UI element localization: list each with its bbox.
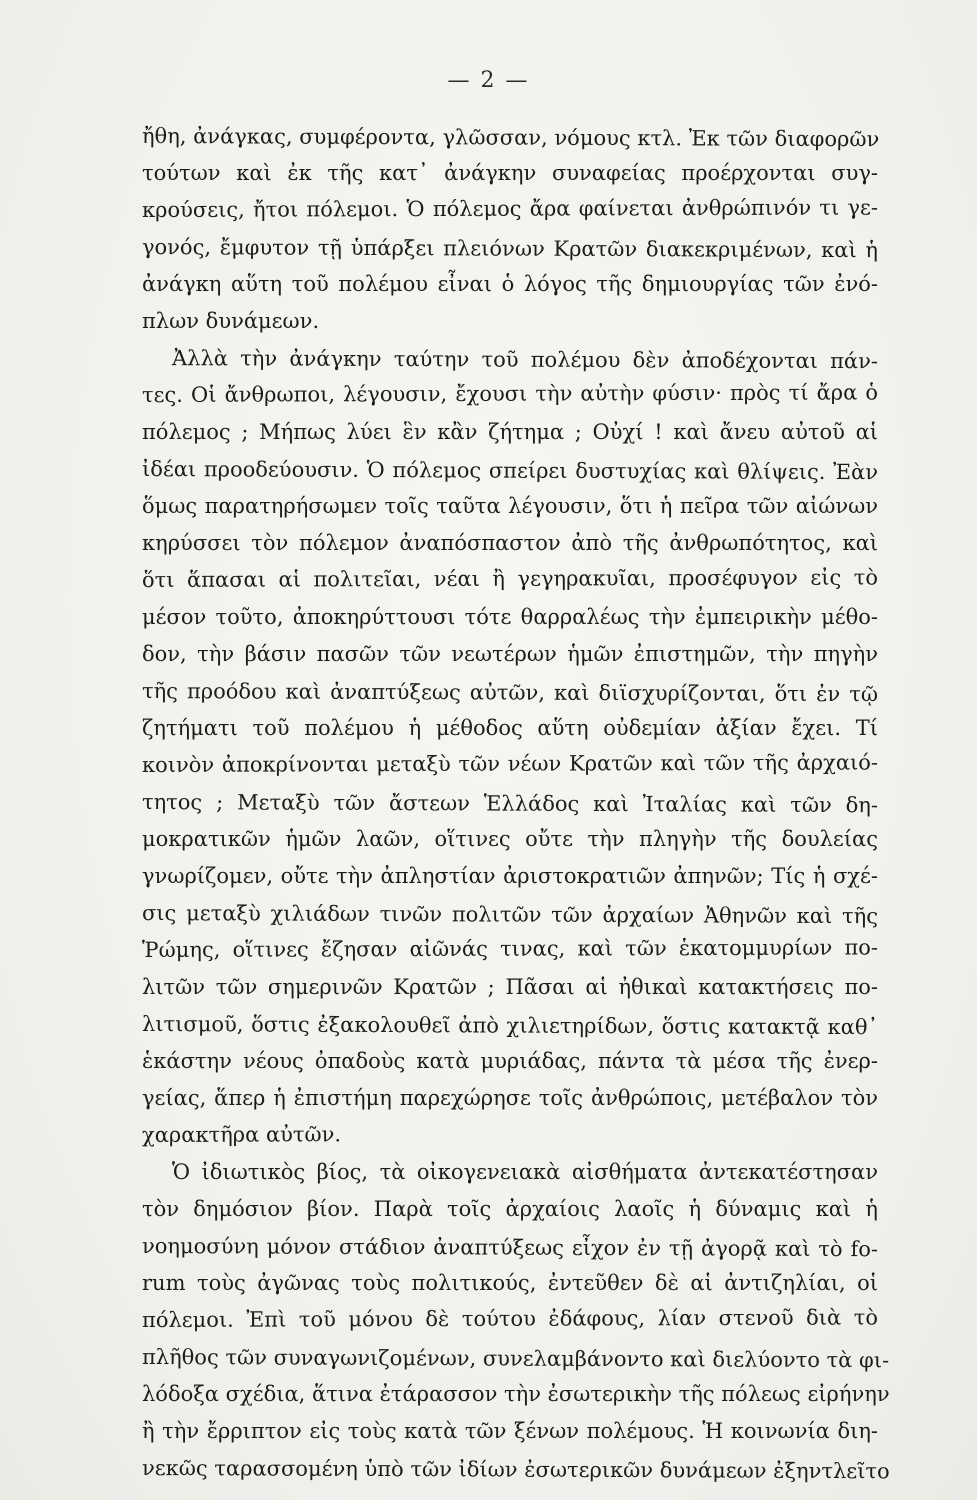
text-line: ἢ τὴν ἔρριπτον εἰς τοὺς κατὰ τῶν ξένων πολέμους. Ἡ κοινωνία διη-	[142, 1419, 878, 1443]
text-line: λιτισμοῦ, ὅστις ἐξακολουθεῖ ἀπὸ χιλιετηρίδων, ὅστις κατακτᾷ καθ᾽	[141, 1012, 879, 1040]
text-line: πόλεμος ; Μήπως λύει ἓν κἂν ζήτημα ; Οὐχί ! καὶ ἄνευ αὐτοῦ αἱ	[142, 420, 878, 444]
text-line: γονός, ἔμφυτον τῇ ὑπάρξει πλειόνων Κρατῶν διακεκριμένων, καὶ ἡ	[141, 235, 879, 263]
text-line: πλων δυνάμεων.	[142, 309, 320, 333]
text-line: νοημοσύνη μόνον στάδιον ἀναπτύξεως εἶχον ἐν τῇ ἀγορᾷ καὶ τὸ fo-	[141, 1234, 879, 1262]
text-line: ἑκάστην νέους ὀπαδοὺς κατὰ μυριάδας, πάντα τὰ μέσα τῆς ἐνερ-	[142, 1049, 878, 1073]
text-line: πόλεμοι. Ἐπὶ τοῦ μόνου δὲ τούτου ἐδάφους, λίαν στενοῦ διὰ τὸ	[141, 1305, 879, 1332]
text-line: γείας, ἅπερ ἡ ἐπιστήμη παρεχώρησε τοῖς ἀνθρώποις, μετέβαλον τὸν	[142, 1086, 878, 1110]
text-line: λόδοξα σχέδια, ἅτινα ἐτάρασσον τὴν ἐσωτερικὴν τῆς πόλεως εἰρήνην	[142, 1382, 890, 1406]
text-line: τητος ; Μεταξὺ τῶν ἄστεων Ἑλλάδος καὶ Ἰταλίας καὶ τῶν δη-	[141, 790, 879, 818]
text-line: τούτων καὶ ἐκ τῆς κατ᾽ ἀνάγκην συναφείας προέρχονται συγ-	[142, 161, 878, 185]
text-line: νεκῶς ταρασσομένη ὑπὸ τῶν ἰδίων ἐσωτερικῶν δυνάμεων ἐξηντλεῖτο	[141, 1456, 890, 1484]
text-line: τὸν δημόσιον βίον. Παρὰ τοῖς ἀρχαίοις λαοῖς ἡ δύναμις καὶ ἡ	[142, 1197, 878, 1221]
text-line: Ὁ ἰδιωτικὸς βίος, τὰ οἰκογενειακὰ αἰσθήματα ἀντεκατέστησαν	[172, 1160, 878, 1184]
text-line: τῆς προόδου καὶ ἀναπτύξεως αὐτῶν, καὶ διϊσχυρίζονται, ὅτι ἐν τῷ	[141, 679, 879, 707]
text-line: μοκρατικῶν ἡμῶν λαῶν, οἵτινες οὔτε τὴν πληγὴν τῆς δουλείας	[142, 827, 878, 851]
text-line: rum τοὺς ἀγῶνας τοὺς πολιτικούς, ἐντεῦθεν δὲ αἱ ἀντιζηλίαι, οἱ	[142, 1271, 878, 1295]
text-line: Ῥώμης, οἵτινες ἔζησαν αἰῶνάς τινας, καὶ τῶν ἑκατομμυρίων πο-	[141, 935, 879, 962]
text-line: ὅμως παρατηρήσωμεν τοῖς ταῦτα λέγουσιν, ὅτι ἡ πεῖρα τῶν αἰώνων	[142, 494, 878, 518]
text-line: δον, τὴν βάσιν πασῶν τῶν νεωτέρων ἡμῶν ἐπιστημῶν, τὴν πηγὴν	[142, 642, 878, 666]
text-line: ἰδέαι προοδεύουσιν. Ὁ πόλεμος σπείρει δυστυχίας καὶ θλίψεις. Ἐὰν	[141, 457, 879, 485]
page-number: — 2 —	[447, 68, 530, 93]
text-line: Ἀλλὰ τὴν ἀνάγκην ταύτην τοῦ πολέμου δὲν ἀποδέχονται πάν-	[171, 346, 879, 374]
text-line: χαρακτῆρα αὐτῶν.	[141, 1122, 342, 1147]
text-line: ἀνάγκη αὕτη τοῦ πολέμου εἶναι ὁ λόγος τῆς δημιουργίας τῶν ἐνό-	[142, 272, 878, 296]
text-line: τες. Οἱ ἄνθρωποι, λέγουσιν, ἔχουσι τὴν αὐτὴν φύσιν· πρὸς τί ἄρα ὁ	[141, 380, 879, 407]
text-line: κρούσεις, ἤτοι πόλεμοι. Ὁ πόλεμος ἄρα φαίνεται ἀνθρώπινόν τι γε-	[141, 195, 879, 222]
text-line: μέσον τοῦτο, ἀποκηρύττουσι τότε θαρραλέως τὴν ἐμπειρικὴν μέθο-	[142, 605, 878, 629]
text-line: λιτῶν τῶν σημερινῶν Κρατῶν ; Πᾶσαι αἱ ἠθικαὶ κατακτήσεις πο-	[142, 975, 878, 999]
text-line: ἤθη, ἀνάγκας, συμφέροντα, γλῶσσαν, νόμους κτλ. Ἐκ τῶν διαφορῶν	[141, 124, 880, 152]
text-line: κοινὸν ἀποκρίνονται μεταξὺ τῶν νέων Κρατῶν καὶ τῶν τῆς ἀρχαιό-	[141, 750, 879, 777]
text-line: γνωρίζομεν, οὔτε τὴν ἀπληστίαν ἀριστοκρατιῶν ἀπηνῶν; Τίς ἡ σχέ-	[142, 864, 878, 888]
body-text	[141, 118, 890, 1487]
text-line: κηρύσσει τὸν πόλεμον ἀναπόσπαστον ἀπὸ τῆς ἀνθρωπότητος, καὶ	[142, 531, 878, 555]
text-line: ὅτι ἅπασαι αἱ πολιτεῖαι, νέαι ἢ γεγηρακυῖαι, προσέφυγον εἰς τὸ	[141, 565, 879, 592]
text-line: ζητήματι τοῦ πολέμου ἡ μέθοδος αὕτη οὐδεμίαν ἀξίαν ἔχει. Τί	[142, 716, 878, 740]
text-line: σις μεταξὺ χιλιάδων τινῶν πολιτῶν τῶν ἀρχαίων Ἀθηνῶν καὶ τῆς	[141, 901, 879, 929]
text-line: πλῆθος τῶν συναγωνιζομένων, συνελαμβάνοντο καὶ διελύοντο τὰ φι-	[141, 1345, 890, 1373]
